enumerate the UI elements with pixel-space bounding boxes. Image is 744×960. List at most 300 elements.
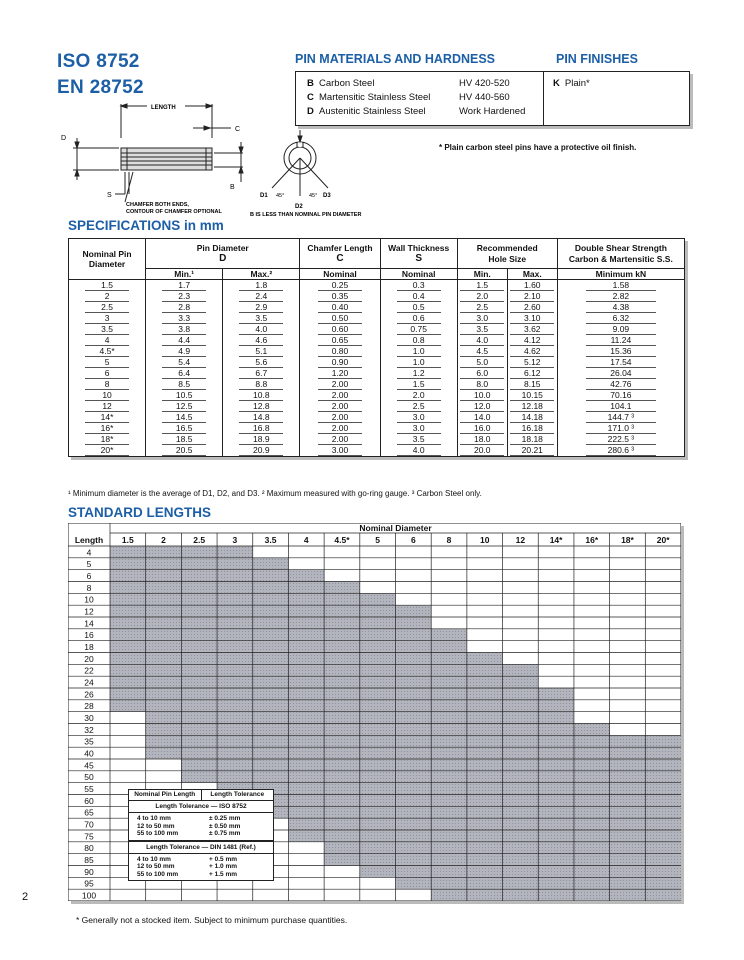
length-row-label: 24 [84, 677, 94, 688]
available-cell [288, 605, 324, 617]
available-cell [503, 771, 539, 783]
available-cell [181, 629, 217, 641]
available-cell [574, 735, 610, 747]
length-row-label: 28 [84, 701, 94, 712]
spec-table [68, 238, 685, 457]
length-row-label: 90 [84, 866, 94, 877]
available-cell [110, 653, 146, 665]
available-cell [217, 735, 253, 747]
diagram-c-label: C [235, 126, 241, 133]
available-cell [253, 688, 289, 700]
available-cell [217, 688, 253, 700]
spec-cell: 0.90 [300, 357, 380, 368]
available-cell [146, 700, 182, 712]
length-row-label: 12 [84, 606, 94, 617]
available-cell [288, 783, 324, 795]
diameter-header: 12 [515, 535, 526, 545]
available-cell [503, 759, 539, 771]
spec-cell: 0.3 [380, 280, 457, 292]
available-cell [396, 653, 432, 665]
pin-diagram [55, 98, 400, 220]
diameter-header: 1.5 [121, 535, 134, 545]
spec-row [69, 445, 685, 457]
available-cell [253, 724, 289, 736]
available-cell [431, 842, 467, 854]
available-cell [253, 641, 289, 653]
spec-cell: 10.8 [223, 390, 300, 401]
available-cell [360, 700, 396, 712]
available-cell [324, 629, 360, 641]
diameter-header: 10 [479, 535, 490, 545]
available-cell [217, 700, 253, 712]
spec-cell: 14.5 [146, 412, 223, 423]
available-cell [538, 688, 574, 700]
spec-cell: 14.18 [507, 412, 557, 423]
available-cell [217, 605, 253, 617]
spec-cell: 9.09 [557, 324, 684, 335]
sub-hole-min: Min. [457, 269, 507, 280]
available-cell [503, 724, 539, 736]
spec-row [69, 291, 685, 302]
available-cell [574, 759, 610, 771]
available-cell [431, 700, 467, 712]
lengths-heading: STANDARD LENGTHS [68, 505, 211, 520]
available-cell [396, 735, 432, 747]
available-cell [253, 747, 289, 759]
available-cell [538, 783, 574, 795]
available-cell [288, 818, 324, 830]
available-cell [288, 735, 324, 747]
available-cell [574, 842, 610, 854]
material-row-d: D Austenitic Stainless Steel [307, 106, 426, 117]
spec-cell: 4.9 [146, 346, 223, 357]
length-row-label: 100 [81, 890, 97, 901]
col-hole: Recommended Hole Size [457, 239, 557, 269]
available-cell [181, 688, 217, 700]
available-cell [324, 795, 360, 807]
available-cell [324, 688, 360, 700]
spec-cell: 3.3 [146, 313, 223, 324]
available-cell [396, 806, 432, 818]
available-cell [467, 700, 503, 712]
spec-cell: 2.5 [69, 302, 146, 313]
available-cell [288, 771, 324, 783]
available-cell [360, 830, 396, 842]
available-cell [288, 759, 324, 771]
available-cell [574, 818, 610, 830]
length-row-label: 45 [84, 760, 94, 771]
spec-cell: 4 [69, 335, 146, 346]
available-cell [110, 570, 146, 582]
available-cell [574, 830, 610, 842]
available-cell [360, 747, 396, 759]
available-cell [645, 783, 681, 795]
available-cell [396, 617, 432, 629]
bottom-note: * Generally not a stocked item. Subject to minimum purchase quantities. [76, 915, 348, 925]
spec-cell: 4.0 [457, 335, 507, 346]
available-cell [396, 771, 432, 783]
available-cell [253, 582, 289, 594]
available-cell [110, 676, 146, 688]
spec-cell: 3.8 [146, 324, 223, 335]
available-cell [324, 593, 360, 605]
available-cell [467, 783, 503, 795]
available-cell [360, 735, 396, 747]
available-cell [396, 854, 432, 866]
diagram-b-note: B IS LESS THAN NOMINAL PIN DIAMETER [250, 212, 362, 218]
available-cell [431, 688, 467, 700]
spec-cell: 0.60 [300, 324, 380, 335]
spec-cell: 2.8 [146, 302, 223, 313]
available-cell [110, 593, 146, 605]
spec-cell: 70.16 [557, 390, 684, 401]
sub-max: Max.² [223, 269, 300, 280]
available-cell [431, 759, 467, 771]
tol-din-heading: Length Tolerance — DIN 1481 (Ref.) [129, 841, 273, 854]
available-cell [324, 641, 360, 653]
spec-cell: 5.0 [457, 357, 507, 368]
tol-col-tolerance: Length Tolerance [210, 791, 265, 798]
available-cell [431, 676, 467, 688]
available-cell [360, 806, 396, 818]
available-cell [360, 605, 396, 617]
spec-cell: 0.75 [380, 324, 457, 335]
available-cell [574, 877, 610, 889]
length-row-label: 6 [86, 571, 92, 581]
spec-cell: 5.1 [223, 346, 300, 357]
available-cell [110, 664, 146, 676]
available-cell [431, 877, 467, 889]
available-cell [146, 664, 182, 676]
available-cell [396, 712, 432, 724]
available-cell [431, 795, 467, 807]
spec-cell: 8.8 [223, 379, 300, 390]
available-cell [146, 688, 182, 700]
spec-cell: 4.0 [380, 445, 457, 457]
available-cell [467, 759, 503, 771]
available-cell [146, 570, 182, 582]
length-row-label: 85 [84, 855, 94, 865]
spec-cell: 0.50 [300, 313, 380, 324]
spec-cell: 1.7 [146, 280, 223, 292]
available-cell [288, 582, 324, 594]
available-cell [324, 712, 360, 724]
available-cell [503, 854, 539, 866]
spec-heading: SPECIFICATIONS in mm [68, 218, 224, 233]
spec-cell: 4.0 [223, 324, 300, 335]
available-cell [431, 747, 467, 759]
spec-cell: 1.5 [69, 280, 146, 292]
available-cell [610, 889, 646, 901]
available-cell [217, 558, 253, 570]
available-cell [360, 771, 396, 783]
available-cell [467, 830, 503, 842]
available-cell [538, 712, 574, 724]
available-cell [360, 783, 396, 795]
available-cell [181, 735, 217, 747]
spec-row [69, 423, 685, 434]
spec-cell: 2.00 [300, 434, 380, 445]
spec-cell: 14.0 [457, 412, 507, 423]
spec-cell: 3.0 [380, 423, 457, 434]
available-cell [110, 558, 146, 570]
diameter-header: 3.5 [264, 535, 277, 545]
length-row-label: 35 [84, 736, 94, 747]
available-cell [324, 818, 360, 830]
available-cell [217, 759, 253, 771]
spec-cell: 18.0 [457, 434, 507, 445]
spec-cell: 14* [69, 412, 146, 423]
available-cell [396, 842, 432, 854]
spec-cell: 2.3 [146, 291, 223, 302]
available-cell [538, 700, 574, 712]
spec-cell: 3.5 [457, 324, 507, 335]
spec-cell: 2.10 [507, 291, 557, 302]
available-cell [181, 593, 217, 605]
available-cell [574, 771, 610, 783]
available-cell [324, 771, 360, 783]
available-cell [467, 735, 503, 747]
available-cell [610, 735, 646, 747]
available-cell [503, 676, 539, 688]
available-cell [396, 664, 432, 676]
spec-cell: 10 [69, 390, 146, 401]
tol-iso-rows: 4 to 10 mm 12 to 50 mm 55 to 100 mm ± 0.25 mm ± 0.50 mm ± 0.75 mm [129, 813, 273, 841]
spec-cell: 4.5* [69, 346, 146, 357]
page-number: 2 [22, 891, 29, 903]
available-cell [467, 866, 503, 878]
spec-cell: 1.60 [507, 280, 557, 292]
length-row-label: 60 [84, 795, 94, 806]
available-cell [288, 712, 324, 724]
available-cell [396, 676, 432, 688]
spec-row [69, 335, 685, 346]
spec-cell: 2.00 [300, 412, 380, 423]
diagram-length-label: LENGTH [151, 105, 176, 111]
spec-cell: 14.8 [223, 412, 300, 423]
available-cell [538, 735, 574, 747]
spec-cell: 1.5 [380, 379, 457, 390]
spec-cell: 2.9 [223, 302, 300, 313]
available-cell [146, 641, 182, 653]
spec-cell: 0.40 [300, 302, 380, 313]
spec-cell: 4.4 [146, 335, 223, 346]
available-cell [645, 830, 681, 842]
diameter-header: 20* [656, 535, 670, 545]
available-cell [253, 593, 289, 605]
available-cell [146, 582, 182, 594]
available-cell [181, 605, 217, 617]
spec-cell: 18* [69, 434, 146, 445]
available-cell [253, 653, 289, 665]
available-cell [253, 771, 289, 783]
available-cell [253, 712, 289, 724]
spec-cell: 3 [69, 313, 146, 324]
available-cell [431, 866, 467, 878]
length-row-label: 20 [84, 653, 94, 664]
spec-row [69, 390, 685, 401]
available-cell [253, 735, 289, 747]
chamfer-note-1: CHAMFER BOTH ENDS, [126, 202, 189, 208]
available-cell [645, 759, 681, 771]
available-cell [431, 641, 467, 653]
available-cell [610, 806, 646, 818]
spec-cell: 1.2 [380, 368, 457, 379]
spec-row [69, 324, 685, 335]
spec-cell: 20.9 [223, 445, 300, 457]
spec-cell: 0.8 [380, 335, 457, 346]
spec-cell: 2.00 [300, 401, 380, 412]
material-hardness-d: Work Hardened [459, 106, 526, 117]
finish-note: * Plain carbon steel pins have a protective oil finish. [439, 143, 637, 152]
available-cell [538, 889, 574, 901]
spec-footnote: ¹ Minimum diameter is the average of D1, D2, and D3. ² Maximum measured with go-ring gauge. ³ Carbon Steel only. [68, 489, 482, 498]
available-cell [360, 617, 396, 629]
available-cell [288, 641, 324, 653]
chamfer-note-2: CONTOUR OF CHAMFER OPTIONAL [126, 209, 222, 215]
available-cell [431, 653, 467, 665]
available-cell [360, 712, 396, 724]
available-cell [503, 877, 539, 889]
col-pin-diameter: Pin Diameter D [146, 239, 300, 269]
available-cell [538, 771, 574, 783]
available-cell [146, 735, 182, 747]
diameter-header: 8 [446, 535, 452, 545]
spec-cell: 5.12 [507, 357, 557, 368]
available-cell [467, 842, 503, 854]
spec-cell: 6.32 [557, 313, 684, 324]
available-cell [503, 712, 539, 724]
spec-row [69, 368, 685, 379]
available-cell [503, 866, 539, 878]
spec-cell: 16.0 [457, 423, 507, 434]
available-cell [503, 842, 539, 854]
available-cell [645, 889, 681, 901]
spec-cell: 18.5 [146, 434, 223, 445]
spec-cell: 11.24 [557, 335, 684, 346]
available-cell [253, 617, 289, 629]
available-cell [324, 759, 360, 771]
sub-min: Min.¹ [146, 269, 223, 280]
length-row-label: 55 [84, 784, 94, 794]
available-cell [217, 617, 253, 629]
available-cell [467, 806, 503, 818]
available-cell [110, 688, 146, 700]
available-cell [288, 617, 324, 629]
available-cell [431, 724, 467, 736]
col-wall: Wall Thickness S [380, 239, 457, 269]
available-cell [110, 629, 146, 641]
title-en: EN 28752 [57, 77, 144, 98]
spec-cell: 1.5 [457, 280, 507, 292]
spec-cell: 2.5 [380, 401, 457, 412]
spec-cell: 0.80 [300, 346, 380, 357]
spec-cell: 18.18 [507, 434, 557, 445]
material-hardness-c: HV 440-560 [459, 92, 510, 103]
available-cell [288, 795, 324, 807]
length-row-label: 4 [86, 547, 92, 558]
spec-cell: 20.21 [507, 445, 557, 457]
available-cell [574, 854, 610, 866]
available-cell [538, 842, 574, 854]
available-cell [253, 676, 289, 688]
available-cell [538, 866, 574, 878]
spec-cell: 3.00 [300, 445, 380, 457]
available-cell [431, 735, 467, 747]
spec-cell: 1.0 [380, 357, 457, 368]
available-cell [467, 676, 503, 688]
available-cell [503, 795, 539, 807]
spec-cell: 2 [69, 291, 146, 302]
available-cell [360, 866, 396, 878]
sub-hole-max: Max. [507, 269, 557, 280]
spec-row [69, 302, 685, 313]
spec-cell: 4.12 [507, 335, 557, 346]
available-cell [181, 570, 217, 582]
length-row-label: 95 [84, 878, 94, 889]
spec-cell: 15.36 [557, 346, 684, 357]
length-row-label: 16 [84, 630, 94, 641]
available-cell [503, 818, 539, 830]
spec-cell: 6.0 [457, 368, 507, 379]
available-cell [217, 664, 253, 676]
spec-row [69, 434, 685, 445]
available-cell [396, 724, 432, 736]
available-cell [181, 558, 217, 570]
available-cell [467, 747, 503, 759]
available-cell [610, 877, 646, 889]
available-cell [431, 712, 467, 724]
available-cell [467, 664, 503, 676]
materials-heading: PIN MATERIALS AND HARDNESS [295, 52, 496, 66]
available-cell [217, 582, 253, 594]
available-cell [288, 676, 324, 688]
available-cell [538, 747, 574, 759]
available-cell [324, 653, 360, 665]
available-cell [360, 724, 396, 736]
available-cell [146, 593, 182, 605]
available-cell [181, 546, 217, 558]
spec-cell: 16.8 [223, 423, 300, 434]
spec-cell: 3.62 [507, 324, 557, 335]
available-cell [574, 795, 610, 807]
spec-cell: 10.15 [507, 390, 557, 401]
spec-cell: 2.0 [380, 390, 457, 401]
available-cell [360, 759, 396, 771]
available-cell [360, 653, 396, 665]
spec-cell: 222.5 ³ [557, 434, 684, 445]
spec-cell: 3.5 [223, 313, 300, 324]
available-cell [538, 806, 574, 818]
available-cell [146, 724, 182, 736]
available-cell [431, 771, 467, 783]
available-cell [467, 889, 503, 901]
diagram-d1-label: D1 [260, 193, 268, 199]
spec-cell: 1.8 [223, 280, 300, 292]
available-cell [288, 664, 324, 676]
available-cell [181, 653, 217, 665]
spec-cell: 2.00 [300, 390, 380, 401]
title-iso: ISO 8752 [57, 51, 140, 72]
spec-cell: 4.38 [557, 302, 684, 313]
available-cell [253, 605, 289, 617]
spec-cell: 16.18 [507, 423, 557, 434]
spec-cell: 2.0 [457, 291, 507, 302]
finish-row-k: K Plain* [553, 78, 590, 89]
tol-din-rows: 4 to 10 mm 12 to 50 mm 55 to 100 mm + 0.5 mm + 1.0 mm + 1.5 mm [137, 855, 238, 878]
available-cell [645, 877, 681, 889]
spec-cell: 3.0 [380, 412, 457, 423]
